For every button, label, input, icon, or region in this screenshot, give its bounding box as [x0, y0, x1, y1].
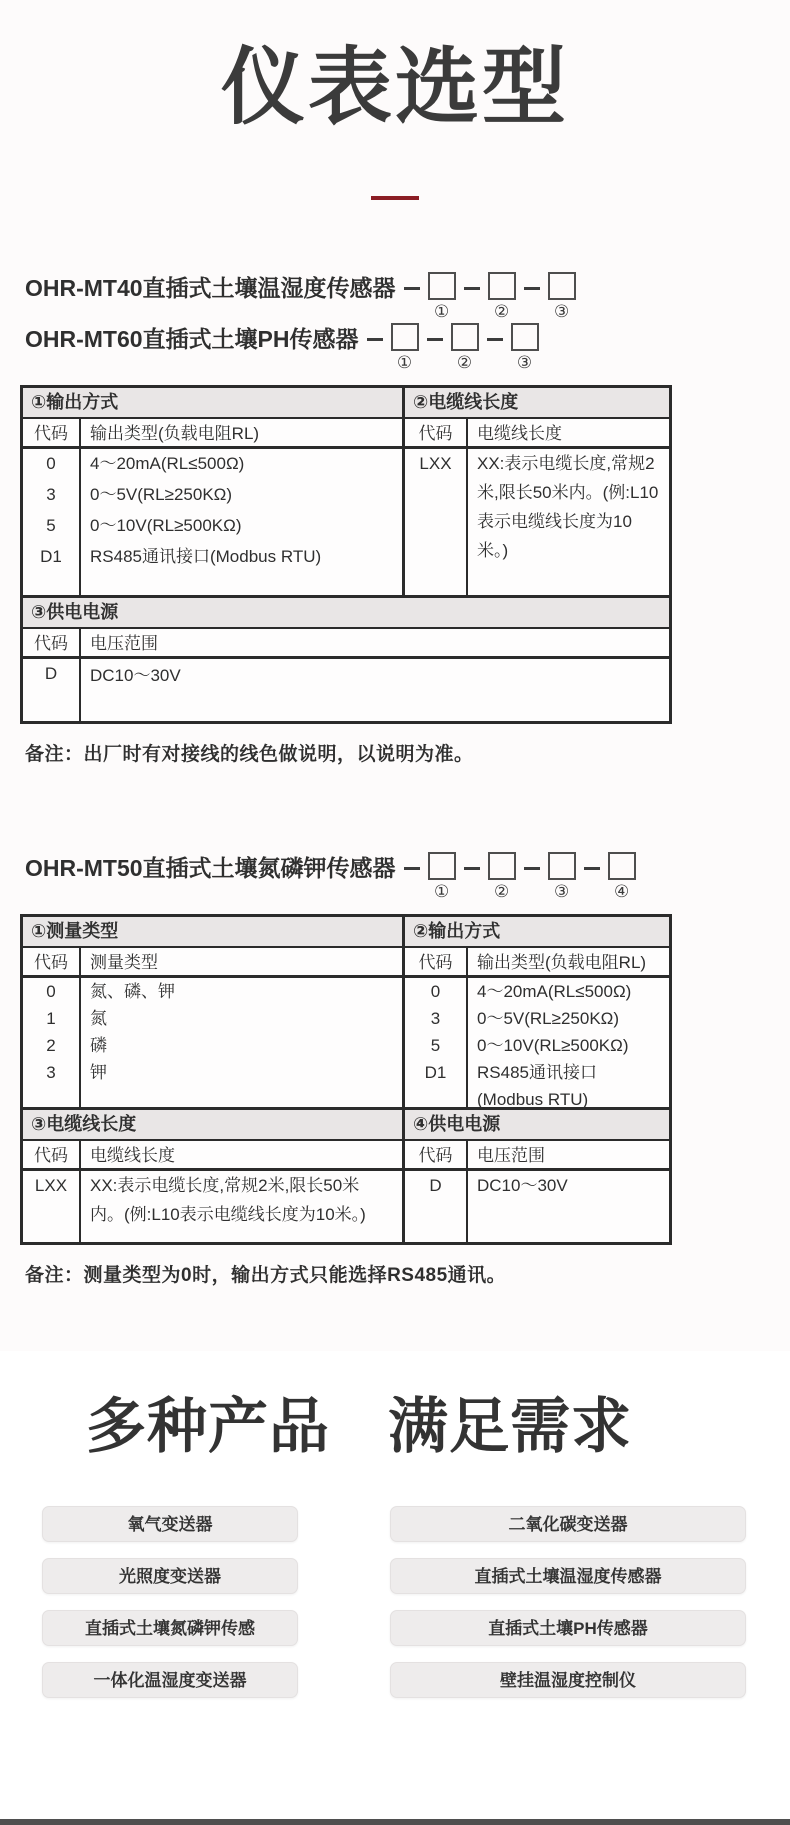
product-button-co2-transmitter[interactable]: 二氧化碳变送器: [390, 1506, 746, 1542]
desc-cell: XX:表示电缆长度,常规2米,限长50米内。(例:L10表示电缆线长度为10米。): [90, 1176, 366, 1225]
filler-cell: [23, 1086, 81, 1107]
section-title: ③供电电源: [23, 598, 669, 629]
desc-cell: 钾: [90, 1063, 107, 1083]
desc-cell: RS485通讯接口(Modbus RTU): [477, 1063, 597, 1110]
products-section: [0, 1351, 790, 1698]
slot-number: ①: [433, 302, 450, 322]
product-button-soil-ph-sensor[interactable]: 直插式土壤PH传感器: [390, 1610, 746, 1646]
desc-cell: XX:表示电缆长度,常规2米,限长50米内。(例:L10表示电缆线长度为10米。): [477, 454, 659, 561]
page-title: 仪表选型: [220, 40, 569, 134]
code-cell: 5: [405, 1032, 468, 1059]
code-cell: 3: [23, 1059, 81, 1086]
output-mode-section: [23, 388, 405, 595]
code-cell: 2: [23, 1032, 81, 1059]
col-header-desc: 输出类型(负载电阻RL): [81, 419, 402, 449]
product-button-soil-temp-humidity-sensor[interactable]: 直插式土壤温湿度传感器: [390, 1558, 746, 1594]
desc-cell: 0～5V(RL≥250KΩ): [90, 485, 233, 505]
model-code-line-mt40: [25, 272, 780, 322]
code-cell: D1: [405, 1059, 468, 1086]
section-title: ③电缆线长度: [23, 1110, 402, 1141]
product-button-wall-mount-temp-humidity-controller[interactable]: 壁挂温湿度控制仪: [390, 1662, 746, 1698]
code-cell: 0: [23, 449, 81, 480]
note-table1: 备注：出厂时有对接线的线色做说明，以说明为准。: [25, 744, 474, 766]
col-header-desc: 输出类型(负载电阻RL): [468, 948, 669, 978]
code-cell: 1: [23, 1005, 81, 1032]
product-button-grid: [42, 1506, 790, 1698]
desc-cell: 氮: [90, 1009, 107, 1029]
section-title: ①输出方式: [23, 388, 402, 419]
desc-cell: 氮、磷、钾: [90, 982, 175, 1002]
power-supply-section: [23, 595, 669, 721]
desc-cell: 4～20mA(RL≤500Ω): [477, 982, 632, 1002]
code-cell: 0: [405, 978, 468, 1005]
code-box: [488, 852, 516, 880]
footer-strip: [0, 1819, 790, 1825]
cable-length-grid-2: [23, 1141, 402, 1242]
products-heading-left: 多种产品: [86, 1393, 330, 1461]
slot-number: ④: [613, 882, 630, 902]
slot-number: ③: [516, 353, 533, 373]
output-mode-grid: [23, 419, 402, 595]
desc-cell: 4～20mA(RL≤500Ω): [90, 454, 245, 474]
dash-connector: [404, 287, 420, 290]
col-header-desc: 电缆线长度: [468, 419, 669, 449]
filler-cell: [23, 692, 81, 721]
col-header-code: 代码: [23, 948, 81, 978]
desc-cell: 0～5V(RL≥250KΩ): [477, 1009, 620, 1029]
selection-table-mt50: [20, 914, 672, 1245]
cable-length-section-2: [23, 1110, 405, 1242]
code-box: [428, 272, 456, 300]
dash-connector: [367, 338, 383, 341]
filler-cell: [23, 573, 81, 595]
col-header-desc: 电缆线长度: [81, 1141, 402, 1171]
note-table2: 备注：测量类型为0时，输出方式只能选择RS485通讯。: [25, 1265, 507, 1287]
slot-number: ③: [553, 302, 570, 322]
measure-type-section: [23, 917, 405, 1107]
slot-number: ②: [456, 353, 473, 373]
accent-divider: [371, 196, 419, 200]
code-box: [548, 272, 576, 300]
filler-cell: [405, 1086, 468, 1107]
section-title: ①测量类型: [23, 917, 402, 948]
model-name: OHR-MT50直插式土壤氮磷钾传感器: [25, 855, 396, 882]
dash-connector: [427, 338, 443, 341]
model-name: OHR-MT40直插式土壤温湿度传感器: [25, 275, 396, 302]
filler-cell: [81, 1086, 402, 1107]
model-code-line-mt50: [25, 852, 780, 902]
code-slot: [608, 852, 636, 902]
col-header-code: 代码: [23, 419, 81, 449]
col-header-code: 代码: [405, 419, 468, 449]
model-name: OHR-MT60直插式土壤PH传感器: [25, 326, 359, 353]
col-header-desc: 电压范围: [81, 629, 669, 659]
code-cell: D: [23, 659, 81, 692]
col-header-code: 代码: [23, 629, 81, 659]
output-mode-section-2: [405, 917, 669, 1110]
code-slot: [548, 272, 576, 322]
code-slot: [488, 852, 516, 902]
section-title: ②电缆线长度: [405, 388, 669, 419]
product-button-soil-npk-sensor[interactable]: 直插式土壤氮磷钾传感: [42, 1610, 298, 1646]
product-button-illuminance-transmitter[interactable]: 光照度变送器: [42, 1558, 298, 1594]
code-cell: LXX: [23, 1171, 81, 1242]
selection-table-mt40-mt60: [20, 385, 672, 724]
desc-cell: DC10～30V: [90, 666, 181, 686]
cable-length-section: [405, 388, 669, 595]
products-heading-right: 满足需求: [388, 1393, 632, 1461]
desc-cell: 磷: [90, 1036, 107, 1056]
code-slot: [451, 323, 479, 373]
dash-connector: [464, 867, 480, 870]
dash-connector: [487, 338, 503, 341]
slot-number: ①: [433, 882, 450, 902]
code-box: [548, 852, 576, 880]
section-title: ④供电电源: [405, 1110, 669, 1141]
slot-number: ①: [396, 353, 413, 373]
code-box: [451, 323, 479, 351]
col-header-code: 代码: [405, 1141, 468, 1171]
dash-connector: [524, 287, 540, 290]
col-header-desc: 电压范围: [468, 1141, 669, 1171]
desc-cell: 0～10V(RL≥500KΩ): [477, 1036, 629, 1056]
filler-cell: [81, 692, 669, 721]
section-title: ②输出方式: [405, 917, 669, 948]
code-box: [511, 323, 539, 351]
slot-number: ③: [553, 882, 570, 902]
output-mode-grid-2: [405, 948, 669, 1110]
code-slot: [548, 852, 576, 902]
code-box: [488, 272, 516, 300]
code-cell: D1: [23, 542, 81, 573]
col-header-code: 代码: [23, 1141, 81, 1171]
code-box: [608, 852, 636, 880]
slot-number: ②: [493, 302, 510, 322]
product-button-integrated-temp-humidity-transmitter[interactable]: 一体化温湿度变送器: [42, 1662, 298, 1698]
code-cell: 3: [405, 1005, 468, 1032]
filler-cell: [468, 1086, 669, 1107]
product-button-oxygen-transmitter[interactable]: 氧气变送器: [42, 1506, 298, 1542]
code-slot: [511, 323, 539, 373]
code-cell: 3: [23, 480, 81, 511]
code-cell: D: [405, 1171, 468, 1242]
code-slot: [428, 272, 456, 322]
code-slot: [428, 852, 456, 902]
power-supply-section-2: [405, 1110, 669, 1242]
code-box: [391, 323, 419, 351]
cable-length-grid: [405, 419, 669, 595]
model-code-line-mt60: [25, 323, 780, 373]
measure-type-grid: [23, 948, 402, 1107]
products-heading: [86, 1393, 790, 1461]
dash-connector: [404, 867, 420, 870]
dash-connector: [524, 867, 540, 870]
code-box: [428, 852, 456, 880]
desc-cell: DC10～30V: [477, 1176, 568, 1196]
code-cell: 5: [23, 511, 81, 542]
col-header-code: 代码: [405, 948, 468, 978]
code-cell: LXX: [405, 449, 468, 595]
filler-cell: [81, 573, 402, 595]
code-slot: [488, 272, 516, 322]
dash-connector: [464, 287, 480, 290]
desc-cell: RS485通讯接口(Modbus RTU): [90, 547, 322, 567]
code-slot: [391, 323, 419, 373]
power-supply-grid: [23, 629, 669, 721]
dash-connector: [584, 867, 600, 870]
desc-cell: 0～10V(RL≥500KΩ): [90, 516, 242, 536]
code-cell: 0: [23, 978, 81, 1005]
slot-number: ②: [493, 882, 510, 902]
col-header-desc: 测量类型: [81, 948, 402, 978]
power-supply-grid-2: [405, 1141, 669, 1242]
